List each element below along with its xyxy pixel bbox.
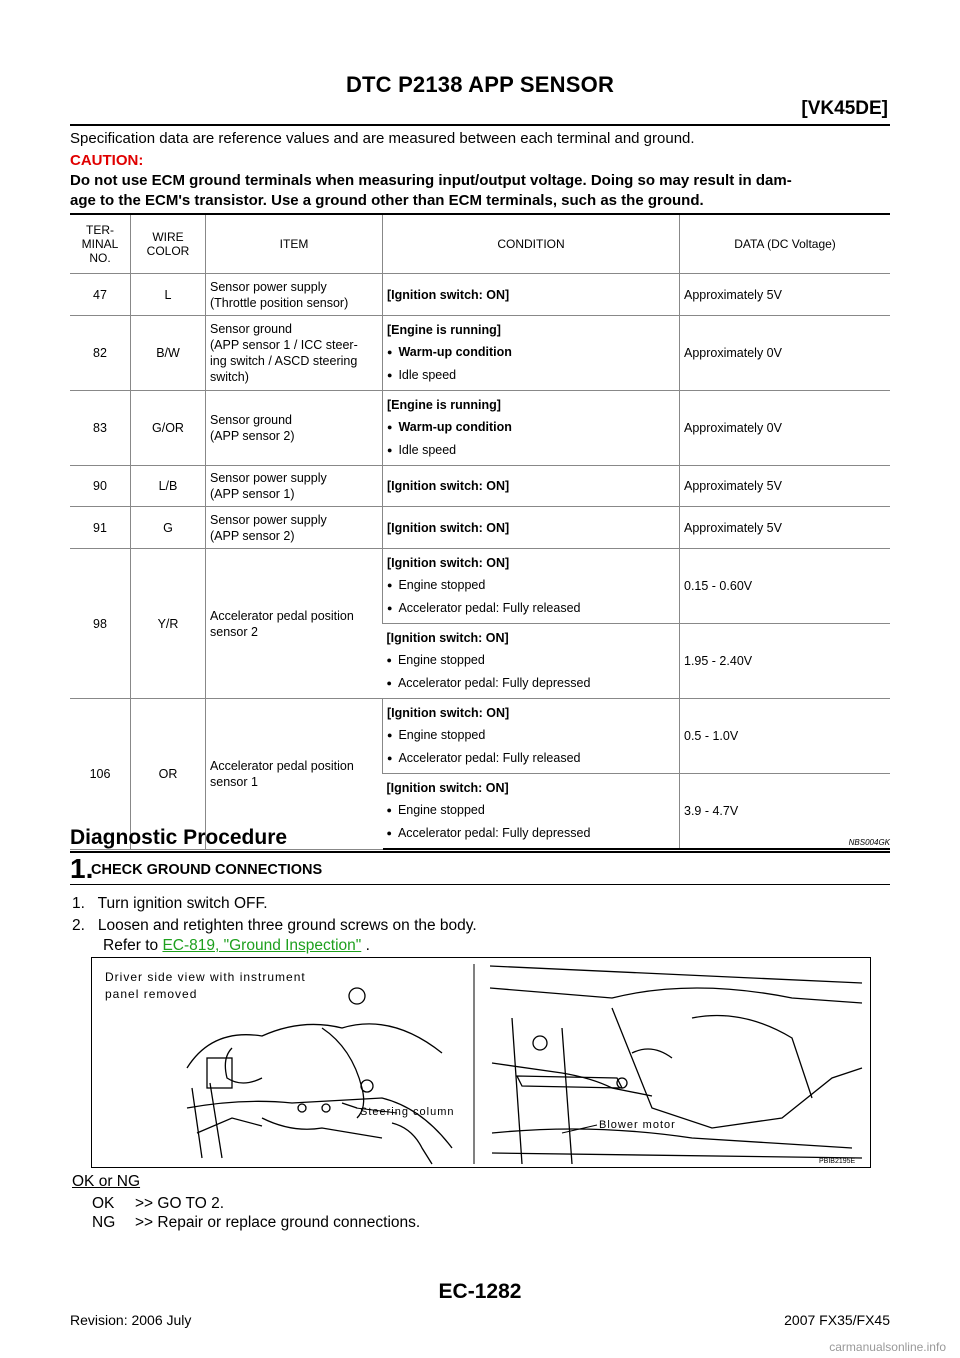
caution-line-1: Do not use ECM ground terminals when measuring input/output voltage. Doing so may result in dam- — [70, 172, 792, 189]
terminal-table — [70, 213, 890, 850]
table-row — [70, 507, 890, 549]
condition: [Ignition switch: ON] ● Engine stopped ● Accelerator pedal: Fully released — [383, 549, 680, 624]
item-text: Sensor power supply (APP sensor 2) — [206, 507, 383, 549]
header-data: DATA (DC Voltage) — [680, 214, 891, 274]
data-value: 0.15 - 0.60V — [680, 549, 891, 624]
section-code: NBS004GK — [848, 838, 890, 847]
header-condition: CONDITION — [383, 214, 680, 274]
table-header-row — [70, 214, 890, 274]
item-text: Sensor power supply (APP sensor 1) — [206, 466, 383, 507]
table-row — [70, 391, 890, 466]
refer-line: Refer to EC-819, "Ground Inspection" . — [103, 937, 370, 954]
figure-caption-2: panel removed — [105, 987, 198, 1001]
illustration-drawing — [92, 958, 870, 1167]
data-value: Approximately 0V — [680, 391, 891, 466]
procedure-item-2: 2. Loosen and retighten three ground screws on the body. — [72, 917, 477, 934]
data-value: Approximately 5V — [680, 507, 891, 549]
terminal-no: 82 — [70, 316, 131, 391]
data-value: 1.95 - 2.40V — [680, 624, 891, 699]
item-text: Sensor ground (APP sensor 1 / ICC steer- ing switch / ASCD steering switch) — [206, 316, 383, 391]
table-row — [70, 549, 890, 624]
header-item: ITEM — [206, 214, 383, 274]
wire-color: B/W — [131, 316, 206, 391]
wire-color: L/B — [131, 466, 206, 507]
ok-or-ng-heading: OK or NG — [72, 1173, 141, 1190]
model: 2007 FX35/FX45 — [784, 1312, 890, 1328]
wire-color: G — [131, 507, 206, 549]
table-row — [70, 699, 890, 774]
table-row — [70, 466, 890, 507]
condition: [Engine is running] ● Warm-up condition ● Idle speed — [383, 316, 680, 391]
spec-note: Specification data are reference values and are measured between each terminal and ground. — [70, 130, 695, 147]
data-value: 0.5 - 1.0V — [680, 699, 891, 774]
watermark: carmanualsonline.info — [829, 1340, 946, 1354]
blower-sketch — [490, 966, 862, 1164]
dash-sketch — [187, 988, 452, 1164]
header-terminal: TER- MINAL NO. — [70, 214, 131, 274]
data-value: Approximately 5V — [680, 466, 891, 507]
item-text: Sensor power supply (Throttle position sensor) — [206, 274, 383, 316]
condition: [Engine is running] ● Warm-up condition ● Idle speed — [383, 391, 680, 466]
step-rule — [70, 884, 890, 885]
page-title: DTC P2138 APP SENSOR — [345, 72, 615, 97]
caution-text — [70, 171, 892, 211]
condition: [Ignition switch: ON] — [383, 274, 680, 316]
condition: [Ignition switch: ON] ● Engine stopped ● Accelerator pedal: Fully depressed — [383, 774, 680, 850]
terminal-no: 83 — [70, 391, 131, 466]
caution-label: CAUTION: — [70, 152, 144, 169]
header-wire-color: WIRE COLOR — [131, 214, 206, 274]
terminal-no: 98 — [70, 549, 131, 699]
table-row — [70, 316, 890, 391]
data-value: Approximately 0V — [680, 316, 891, 391]
condition: [Ignition switch: ON] — [383, 507, 680, 549]
result-ok: OK >> GO TO 2. — [92, 1195, 225, 1212]
item-text: Accelerator pedal position sensor 1 — [206, 699, 383, 850]
header-rule — [70, 124, 890, 126]
figure-caption-1: Driver side view with instrument — [105, 970, 306, 984]
caution-line-2: age to the ECM's transistor. Use a ground other than ECM terminals, such as the ground. — [70, 192, 704, 209]
ground-inspection-link[interactable]: EC-819, "Ground Inspection" — [162, 937, 362, 954]
data-value: 3.9 - 4.7V — [680, 774, 891, 850]
terminal-no: 47 — [70, 274, 131, 316]
condition: [Ignition switch: ON] ● Engine stopped ● Accelerator pedal: Fully released — [383, 699, 680, 774]
item-text: Accelerator pedal position sensor 2 — [206, 549, 383, 699]
table-row — [70, 274, 890, 316]
procedure-item-1: 1. Turn ignition switch OFF. — [72, 895, 268, 912]
data-value: Approximately 5V — [680, 274, 891, 316]
section-title: Diagnostic Procedure — [70, 826, 288, 849]
label-blower-motor: Blower motor — [599, 1119, 676, 1131]
step-title: CHECK GROUND CONNECTIONS — [91, 862, 323, 878]
terminal-no: 91 — [70, 507, 131, 549]
condition: [Ignition switch: ON] — [383, 466, 680, 507]
revision: Revision: 2006 July — [70, 1312, 192, 1328]
engine-variant: [VK45DE] — [801, 98, 888, 119]
item-text: Sensor ground (APP sensor 2) — [206, 391, 383, 466]
label-steering-column: Steering column — [360, 1106, 455, 1118]
wire-color: OR — [131, 699, 206, 850]
wire-color: G/OR — [131, 391, 206, 466]
ground-screw-illustration — [91, 957, 871, 1168]
section-rule — [70, 851, 890, 853]
figure-id: PBIB2195E — [819, 1158, 856, 1165]
wire-color: L — [131, 274, 206, 316]
step-number: 1. — [70, 853, 94, 884]
page-number: EC-1282 — [438, 1280, 522, 1303]
terminal-no: 90 — [70, 466, 131, 507]
result-ng: NG >> Repair or replace ground connections. — [92, 1214, 421, 1231]
terminal-no: 106 — [70, 699, 131, 850]
wire-color: Y/R — [131, 549, 206, 699]
condition: [Ignition switch: ON] ● Engine stopped ● Accelerator pedal: Fully depressed — [383, 624, 680, 699]
